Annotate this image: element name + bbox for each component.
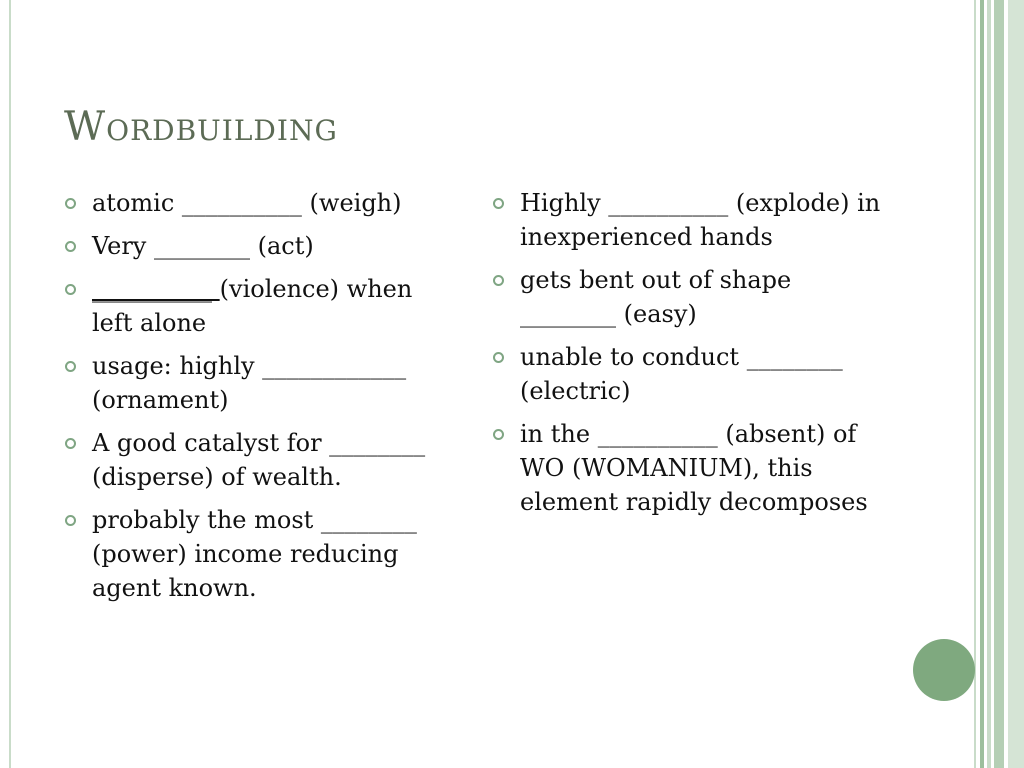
hollow-circle-bullet-icon xyxy=(493,352,504,363)
list-item-text: gets bent out of shape ________ (easy) xyxy=(520,266,792,328)
list-item xyxy=(492,340,887,408)
underlined-blank: __________ xyxy=(92,275,220,303)
hollow-circle-bullet-icon xyxy=(493,429,504,440)
list-item xyxy=(492,186,887,254)
stripe xyxy=(987,0,991,768)
list-item xyxy=(64,426,459,494)
list-item-text: A good catalyst for ________ (disperse) of wealth. xyxy=(92,429,426,491)
list-item-text: Highly __________ (explode) in inexperienced hands xyxy=(520,189,881,251)
stripe xyxy=(974,0,976,768)
list-item-text: probably the most ________ (power) income reducing agent known. xyxy=(92,506,417,602)
stripe xyxy=(980,0,984,768)
hollow-circle-bullet-icon xyxy=(65,284,76,295)
green-circle-decoration xyxy=(913,639,975,701)
list-item-text: usage: highly ____________ (ornament) xyxy=(92,352,407,414)
list-item xyxy=(64,503,459,605)
list-item xyxy=(64,272,459,340)
hollow-circle-bullet-icon xyxy=(65,198,76,209)
left-bullet-list xyxy=(64,186,459,614)
slide-title: Wordbuilding xyxy=(64,104,338,150)
stripe xyxy=(994,0,1004,768)
list-item xyxy=(64,349,459,417)
hollow-circle-bullet-icon xyxy=(493,198,504,209)
list-item-text: unable to conduct ________ (electric) xyxy=(520,343,843,405)
list-item-text: (violence) when left alone xyxy=(92,275,413,337)
hollow-circle-bullet-icon xyxy=(65,515,76,526)
list-item xyxy=(64,186,459,220)
list-item-text: Very ________ (act) xyxy=(92,232,314,260)
hollow-circle-bullet-icon xyxy=(65,438,76,449)
hollow-circle-bullet-icon xyxy=(493,275,504,286)
list-item xyxy=(492,417,887,519)
hollow-circle-bullet-icon xyxy=(65,361,76,372)
list-item-text: in the __________ (absent) of WO (WOMANIUM), this element rapidly decomposes xyxy=(520,420,868,516)
right-bullet-list xyxy=(492,186,887,528)
list-item xyxy=(492,263,887,331)
list-item xyxy=(64,229,459,263)
list-item-text: atomic __________ (weigh) xyxy=(92,189,402,217)
left-border-line xyxy=(9,0,11,768)
right-decorative-stripes xyxy=(974,0,1024,768)
hollow-circle-bullet-icon xyxy=(65,241,76,252)
stripe xyxy=(1008,0,1024,768)
